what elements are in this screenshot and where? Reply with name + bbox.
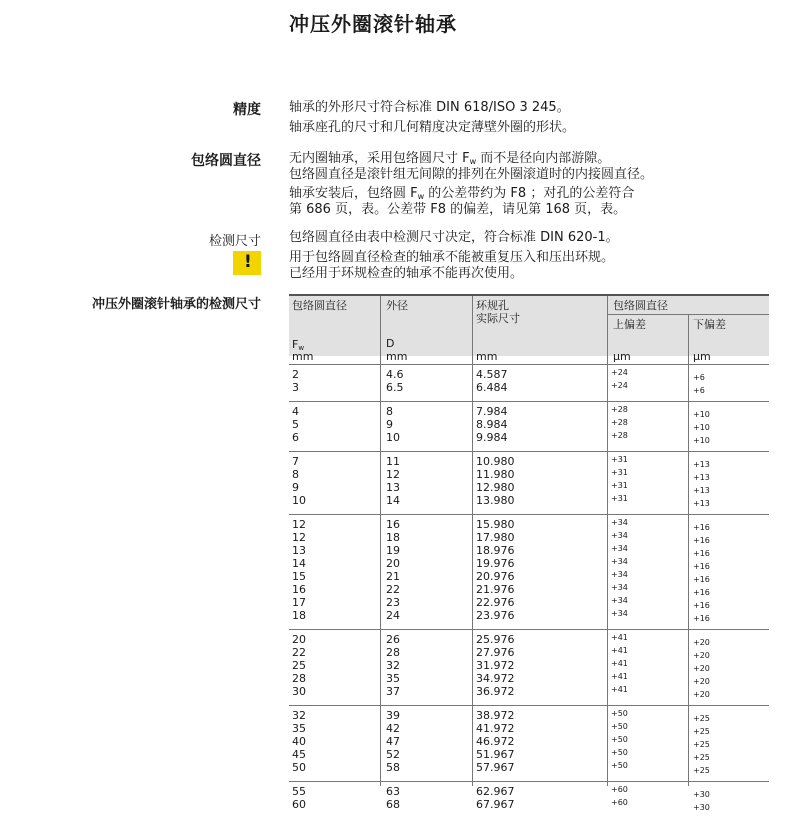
lower-deviation-value: +6 [693,373,705,382]
upper-deviation-value: +50 [611,748,628,757]
group-separator [289,629,769,630]
lower-deviation-value: +10 [693,410,710,419]
table-column [611,516,628,620]
table-row-group [289,705,769,781]
lower-deviation-value: +10 [693,423,710,432]
table-column [386,709,400,774]
table-column [386,518,400,622]
outer-diameter-value: 24 [386,609,400,622]
outer-diameter-value: 58 [386,761,400,774]
envelope-line-3-rest: 的公差带约为 F8 ；对孔的公差符合 [424,186,635,201]
lower-deviation-value: +20 [693,690,710,699]
lower-deviation-value: +16 [693,601,710,610]
header-upper: 上偏差 [613,318,646,331]
lower-deviation-value: +16 [693,575,710,584]
table-column [693,408,710,447]
upper-deviation-value: +24 [611,368,628,377]
header-lower-unit: μm [693,350,711,363]
group-separator [289,401,769,402]
fw-value: 22 [292,646,306,659]
upper-deviation-value: +41 [611,659,628,668]
lower-deviation-value: +25 [693,753,710,762]
outer-diameter-value: 10 [386,431,400,444]
upper-deviation-value: +31 [611,468,628,477]
fw-value: 28 [292,672,306,685]
lower-deviation-value: +30 [693,790,710,799]
outer-diameter-value: 52 [386,748,400,761]
table-column [611,366,628,392]
fw-value: 30 [292,685,306,698]
group-separator [289,514,769,515]
section-label-inspection: 检测尺寸 [208,234,261,249]
header-envelope: 包络圆直径 [613,299,668,312]
table-column [386,368,404,394]
outer-diameter-value: 39 [386,709,400,722]
lower-deviation-value: +25 [693,740,710,749]
fw-value: 50 [292,761,306,774]
table-column [693,521,710,625]
outer-diameter-value: 13 [386,481,400,494]
table-column [611,707,628,772]
fw-value: 17 [292,596,306,609]
ring-gauge-value: 23.976 [476,609,515,622]
upper-deviation-value: +34 [611,609,628,618]
header-ring-2: 实际尺寸 [476,312,520,325]
fw-value: 60 [292,798,306,811]
upper-deviation-value: +31 [611,494,628,503]
table-column [386,633,400,698]
fw-value: 7 [292,455,299,468]
group-separator [289,364,769,365]
lower-deviation-value: +20 [693,651,710,660]
lower-deviation-value: +13 [693,473,710,482]
lower-deviation-value: +20 [693,638,710,647]
lower-deviation-value: +13 [693,460,710,469]
upper-deviation-value: +50 [611,709,628,718]
fw-value: 2 [292,368,299,381]
fw-value: 55 [292,785,306,798]
outer-diameter-value: 16 [386,518,400,531]
group-separator [289,781,769,782]
upper-deviation-value: +41 [611,672,628,681]
fw-value: 4 [292,405,299,418]
header-ring-1: 环规孔 [476,299,509,312]
outer-diameter-value: 12 [386,468,400,481]
outer-diameter-value: 4.6 [386,368,404,381]
fw-value: 5 [292,418,299,431]
upper-deviation-value: +60 [611,798,628,807]
header-d-symbol: D [386,337,395,350]
ring-gauge-value: 46.972 [476,735,515,748]
lower-deviation-value: +6 [693,386,705,395]
fw-value: 14 [292,557,306,570]
table-column [292,518,306,622]
ring-gauge-value: 57.967 [476,761,515,774]
upper-deviation-value: +34 [611,596,628,605]
upper-deviation-value: +50 [611,722,628,731]
ring-gauge-value: 21.976 [476,583,515,596]
lower-deviation-value: +13 [693,499,710,508]
precision-line-1: 轴承的外形尺寸符合标准 DIN 618/ISO 3 245。 [289,100,570,115]
lower-deviation-value: +16 [693,549,710,558]
outer-diameter-value: 23 [386,596,400,609]
envelope-line-1-rest: 而不是径向内部游隙。 [476,151,611,166]
outer-diameter-value: 42 [386,722,400,735]
table-column [476,455,515,507]
ring-gauge-value: 51.967 [476,748,515,761]
ring-gauge-value: 18.976 [476,544,515,557]
lower-deviation-value: +13 [693,486,710,495]
table-row-group [289,514,769,629]
header-sub-divider [607,314,769,315]
fw-value: 25 [292,659,306,672]
table-column [476,518,515,622]
inspection-line-2: 用于包络圆直径检查的轴承不能被重复压入和压出环规。 [289,250,615,265]
ring-gauge-value: 36.972 [476,685,515,698]
fw-value: 20 [292,633,306,646]
upper-deviation-value: +28 [611,405,628,414]
envelope-line-3-text: 轴承安装后，包络圆 F [289,186,418,201]
lower-deviation-value: +16 [693,614,710,623]
ring-gauge-value: 19.976 [476,557,515,570]
section-label-envelope: 包络圆直径 [191,153,261,169]
header-lower: 下偏差 [693,318,726,331]
outer-diameter-value: 26 [386,633,400,646]
table-column [292,405,299,444]
inspection-dimensions-table [289,294,769,812]
outer-diameter-value: 20 [386,557,400,570]
table-row-group [289,451,769,514]
upper-deviation-value: +60 [611,785,628,794]
ring-gauge-value: 67.967 [476,798,515,811]
table-caption: 冲压外圈滚针轴承的检测尺寸 [91,297,261,312]
outer-diameter-value: 8 [386,405,393,418]
envelope-line-4: 第 686 页，表。公差带 F8 的偏差，请见第 168 页，表。 [289,202,627,217]
fw-value: 12 [292,531,306,544]
upper-deviation-value: +34 [611,531,628,540]
ring-gauge-value: 20.976 [476,570,515,583]
fw-subscript: w [469,157,477,166]
fw-value: 9 [292,481,299,494]
table-column [476,785,515,811]
fw-subscript: w [298,344,305,352]
header-fw: 包络圆直径 [292,299,347,312]
lower-deviation-value: +16 [693,562,710,571]
outer-diameter-value: 47 [386,735,400,748]
upper-deviation-value: +50 [611,761,628,770]
outer-diameter-value: 32 [386,659,400,672]
ring-gauge-value: 7.984 [476,405,508,418]
table-column [292,785,306,811]
inspection-line-3: 已经用于环规检查的轴承不能再次使用。 [289,266,524,281]
table-column [693,458,710,510]
upper-deviation-value: +50 [611,735,628,744]
table-column [386,455,400,507]
table-column [476,368,508,394]
fw-value: 3 [292,381,299,394]
upper-deviation-value: +28 [611,431,628,440]
ring-gauge-value: 41.972 [476,722,515,735]
fw-value: 12 [292,518,306,531]
lower-deviation-value: +20 [693,677,710,686]
table-column [386,405,400,444]
ring-gauge-value: 8.984 [476,418,508,431]
header-fw-unit: mm [292,350,314,363]
lower-deviation-value: +16 [693,536,710,545]
table-column [693,371,705,397]
upper-deviation-value: +41 [611,685,628,694]
fw-value: 8 [292,468,299,481]
outer-diameter-value: 37 [386,685,400,698]
outer-diameter-value: 35 [386,672,400,685]
exclamation-warning-icon: ! [233,251,261,275]
table-column [611,453,628,505]
group-separator [289,705,769,706]
table-column [476,633,515,698]
upper-deviation-value: +31 [611,455,628,464]
lower-deviation-value: +25 [693,766,710,775]
lower-deviation-value: +16 [693,523,710,532]
outer-diameter-value: 19 [386,544,400,557]
lower-deviation-value: +25 [693,727,710,736]
ring-gauge-value: 12.980 [476,481,515,494]
table-column [693,712,710,777]
lower-deviation-value: +30 [693,803,710,812]
fw-value: 32 [292,709,306,722]
header-ring-unit: mm [476,350,498,363]
upper-deviation-value: +24 [611,381,628,390]
table-column [476,709,515,774]
ring-gauge-value: 62.967 [476,785,515,798]
table-row-group [289,401,769,451]
ring-gauge-value: 10.980 [476,455,515,468]
ring-gauge-value: 38.972 [476,709,515,722]
fw-value: 10 [292,494,306,507]
fw-value: 6 [292,431,299,444]
outer-diameter-value: 63 [386,785,400,798]
fw-value: 15 [292,570,306,583]
table-row-group [289,629,769,705]
table-column [611,631,628,696]
envelope-line-2: 包络圆直径是滚针组无间隙的排列在外圈滚道时的内接圆直径。 [289,167,654,182]
table-column [476,405,508,444]
ring-gauge-value: 4.587 [476,368,508,381]
ring-gauge-value: 22.976 [476,596,515,609]
fw-value: 16 [292,583,306,596]
fw-value: 18 [292,609,306,622]
upper-deviation-value: +28 [611,418,628,427]
upper-deviation-value: +34 [611,518,628,527]
ring-gauge-value: 15.980 [476,518,515,531]
outer-diameter-value: 11 [386,455,400,468]
fw-value: 13 [292,544,306,557]
ring-gauge-value: 31.972 [476,659,515,672]
table-column [386,785,400,811]
outer-diameter-value: 9 [386,418,393,431]
lower-deviation-value: +16 [693,588,710,597]
table-column [693,636,710,701]
table-row-group [289,781,769,818]
outer-diameter-value: 6.5 [386,381,404,394]
table-column [611,403,628,442]
lower-deviation-value: +25 [693,714,710,723]
envelope-line-1-text: 无内圈轴承，采用包络圆尺寸 F [289,151,470,166]
table-column [693,788,710,814]
outer-diameter-value: 18 [386,531,400,544]
upper-deviation-value: +41 [611,633,628,642]
table-column [611,783,628,809]
header-od: 外径 [386,299,408,312]
outer-diameter-value: 14 [386,494,400,507]
precision-line-2: 轴承座孔的尺寸和几何精度决定薄壁外圈的形状。 [289,120,576,135]
table-column [292,455,306,507]
inspection-line-1: 包络圆直径由表中检测尺寸决定，符合标准 DIN 620-1。 [289,230,619,245]
fw-value: 35 [292,722,306,735]
fw-value: 45 [292,748,306,761]
ring-gauge-value: 34.972 [476,672,515,685]
upper-deviation-value: +41 [611,646,628,655]
header-upper-unit: μm [613,350,631,363]
fw-symbol: F [292,338,299,351]
fw-value: 40 [292,735,306,748]
outer-diameter-value: 22 [386,583,400,596]
ring-gauge-value: 6.484 [476,381,508,394]
upper-deviation-value: +34 [611,557,628,566]
upper-deviation-value: +31 [611,481,628,490]
table-column [292,368,299,394]
ring-gauge-value: 11.980 [476,468,515,481]
upper-deviation-value: +34 [611,544,628,553]
ring-gauge-value: 9.984 [476,431,508,444]
group-separator [289,451,769,452]
outer-diameter-value: 28 [386,646,400,659]
outer-diameter-value: 21 [386,570,400,583]
ring-gauge-value: 27.976 [476,646,515,659]
table-column [292,709,306,774]
table-row-group [289,364,769,401]
fw-subscript: w [417,192,425,201]
lower-deviation-value: +10 [693,436,710,445]
lower-deviation-value: +20 [693,664,710,673]
outer-diameter-value: 68 [386,798,400,811]
ring-gauge-value: 25.976 [476,633,515,646]
ring-gauge-value: 17.980 [476,531,515,544]
upper-deviation-value: +34 [611,570,628,579]
upper-deviation-value: +34 [611,583,628,592]
table-column [292,633,306,698]
header-d-unit: mm [386,350,408,363]
section-label-precision: 精度 [233,102,261,118]
page-title: 冲压外圈滚针轴承 [289,12,457,36]
ring-gauge-value: 13.980 [476,494,515,507]
